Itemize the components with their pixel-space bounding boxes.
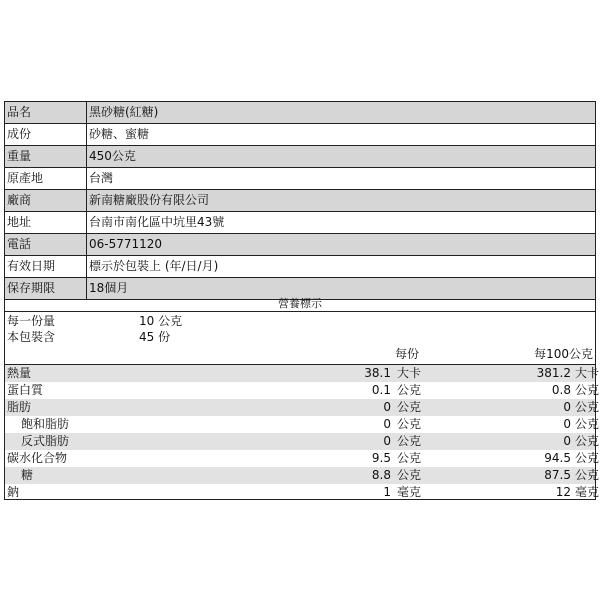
per-100g-unit: 大卡 <box>575 366 600 380</box>
per-serving-value: 0.1 <box>371 383 391 397</box>
info-value: 黑砂糖(紅糖) <box>89 105 159 119</box>
info-label: 原產地 <box>5 168 87 189</box>
per-100g-unit: 公克 <box>575 451 600 465</box>
nutrition-row-trans-fat <box>5 433 600 450</box>
per-100g-value: 0 <box>563 400 571 414</box>
info-label: 有效日期 <box>5 256 87 277</box>
info-value: 新南糖廠股份有限公司 <box>89 193 210 207</box>
per-serving-unit: 公克 <box>397 468 422 482</box>
info-label: 廠商 <box>5 190 87 211</box>
per-serving-value: 9.5 <box>371 451 391 465</box>
info-value: 06-5771120 <box>89 237 163 251</box>
info-value: 台南市南化區中坑里43號 <box>89 215 225 229</box>
info-value: 標示於包裝上 (年/日/月) <box>89 259 219 273</box>
nutrient-name: 熱量 <box>7 366 32 380</box>
nutrient-name: 糖 <box>21 468 34 482</box>
nutrition-row-carbohydrate <box>5 450 600 467</box>
info-row-weight <box>5 146 595 168</box>
nutrient-name: 蛋白質 <box>7 383 44 397</box>
servings-value: 45 份 <box>139 330 171 344</box>
per-100g-value: 94.5 <box>544 451 571 465</box>
per-100g-value: 0.8 <box>551 383 571 397</box>
per-serving-value: 0 <box>383 400 391 414</box>
info-row-origin <box>5 168 595 190</box>
info-value: 18個月 <box>89 281 129 295</box>
nutrient-name: 碳水化合物 <box>7 451 68 465</box>
per-serving-unit: 公克 <box>397 400 422 414</box>
info-label: 重量 <box>5 146 87 167</box>
per-serving-unit: 公克 <box>397 383 422 397</box>
per-serving-unit: 毫克 <box>397 485 422 499</box>
info-label: 保存期限 <box>5 278 87 299</box>
info-row-manufacturer <box>5 190 595 212</box>
nutrition-row-saturated-fat <box>5 416 600 433</box>
nutrient-name: 反式脂肪 <box>21 434 70 448</box>
nutrition-row-fat <box>5 399 600 416</box>
serving-size-value: 10 公克 <box>139 314 183 328</box>
per-serving-value: 0 <box>383 417 391 431</box>
per-serving-unit: 公克 <box>397 417 422 431</box>
nutrition-row-sugar <box>5 467 600 484</box>
per-serving-value: 0 <box>383 434 391 448</box>
column-header-per-100g: 每100公克 <box>534 347 593 361</box>
servings-label: 本包裝含 <box>7 330 56 344</box>
info-value: 砂糖、蜜糖 <box>89 127 150 141</box>
info-row-expiry <box>5 256 595 278</box>
per-100g-unit: 公克 <box>575 383 600 397</box>
per-100g-unit: 公克 <box>575 434 600 448</box>
per-100g-unit: 公克 <box>575 400 600 414</box>
per-100g-value: 12 <box>555 485 571 499</box>
nutrient-name: 飽和脂肪 <box>21 417 70 431</box>
nutrient-name: 鈉 <box>7 485 20 499</box>
info-label: 電話 <box>5 234 87 255</box>
nutrition-row-energy <box>5 365 600 382</box>
per-100g-unit: 公克 <box>575 417 600 431</box>
per-serving-unit: 公克 <box>397 451 422 465</box>
per-serving-value: 1 <box>383 485 391 499</box>
per-100g-value: 87.5 <box>544 468 571 482</box>
per-100g-unit: 公克 <box>575 468 600 482</box>
per-serving-value: 38.1 <box>364 366 391 380</box>
column-header-per-serving: 每份 <box>394 347 419 361</box>
info-row-ingredients <box>5 124 595 146</box>
info-label: 成份 <box>5 124 87 145</box>
info-row-address <box>5 212 595 234</box>
nutrition-title: 營養標示 <box>5 296 595 312</box>
per-100g-unit: 毫克 <box>575 485 600 499</box>
info-label: 地址 <box>5 212 87 233</box>
serving-size-label: 每一份量 <box>7 314 56 328</box>
info-value: 台灣 <box>89 171 114 185</box>
per-serving-unit: 大卡 <box>397 366 422 380</box>
info-row-phone <box>5 234 595 256</box>
per-100g-value: 381.2 <box>536 366 571 380</box>
per-serving-value: 8.8 <box>371 468 391 482</box>
per-100g-value: 0 <box>563 417 571 431</box>
product-label-sheet <box>4 101 600 500</box>
per-100g-value: 0 <box>563 434 571 448</box>
nutrient-name: 脂肪 <box>7 400 32 414</box>
nutrition-row-sodium <box>5 484 600 501</box>
info-row-name <box>5 102 595 124</box>
info-label: 品名 <box>5 102 87 123</box>
info-value: 450公克 <box>89 149 136 163</box>
per-serving-unit: 公克 <box>397 434 422 448</box>
nutrition-row-protein <box>5 382 600 399</box>
